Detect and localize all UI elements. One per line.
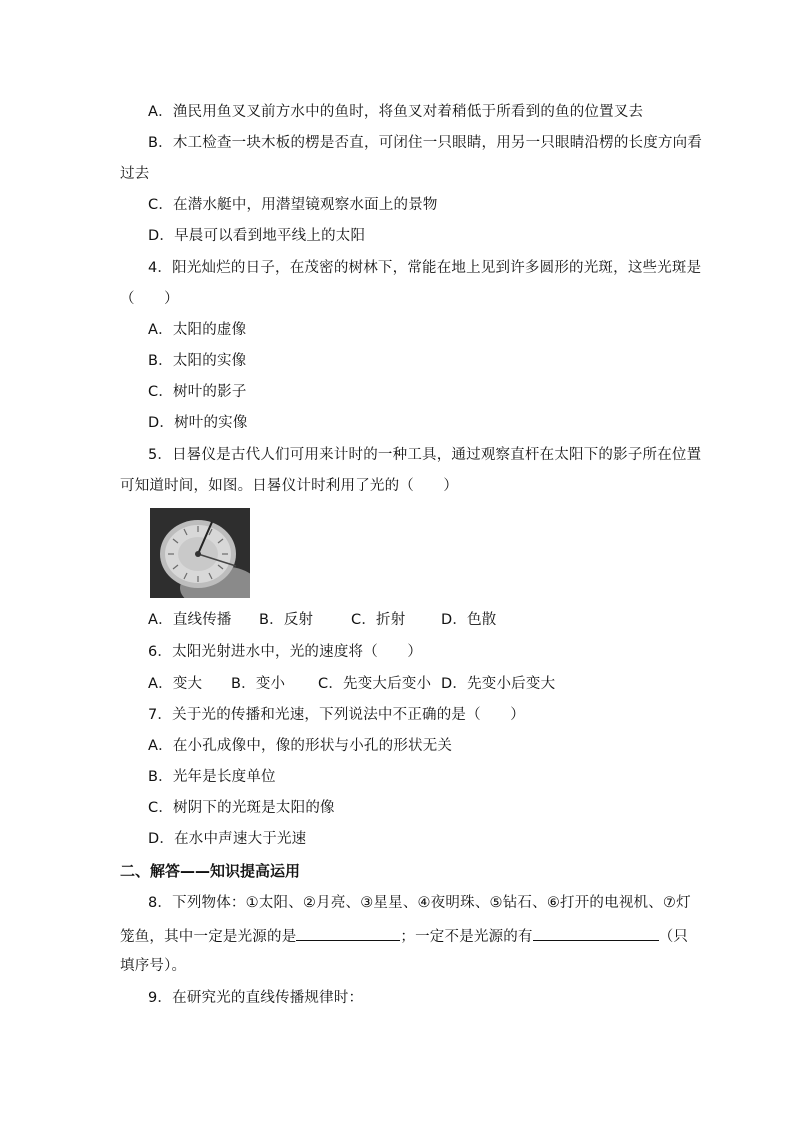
q4-option-a: A．太阳的虚像: [148, 322, 247, 338]
q8-answer-blank-light-sources[interactable]: [296, 925, 400, 941]
q6-stem: 6．太阳光射进水中，光的速度将（ ）: [148, 644, 423, 660]
q3-option-c: C．在潜水艇中，用潜望镜观察水面上的景物: [148, 197, 438, 213]
q6-option-b: B．变小: [231, 676, 286, 692]
section-heading: 二、解答——知识提高运用: [120, 862, 301, 880]
q9-stem: 9．在研究光的直线传播规律时：: [148, 990, 364, 1006]
q7-stem: 7．关于光的传播和光速，下列说法中不正确的是（ ）: [148, 707, 525, 723]
q8-text-part1: 笼鱼，其中一定是光源的是: [120, 929, 297, 945]
q3-option-a: A．渔民用鱼叉叉前方水中的鱼时，将鱼叉对着稍低于所看到的鱼的位置叉去: [148, 104, 644, 120]
q8-answer-blank-non-light-sources[interactable]: [533, 925, 659, 941]
q8-stem-continued: [120, 925, 688, 947]
q6-option-d: D．先变小后变大: [441, 676, 556, 692]
q5-option-a: A．直线传播: [148, 612, 232, 628]
q7-option-c: C．树阴下的光斑是太阳的像: [148, 800, 335, 816]
sundial-illustration: [150, 508, 250, 598]
q6-options-row: [148, 674, 708, 694]
q8-stem: 8．下列物体：①太阳、②月亮、③星星、④夜明珠、⑤钻石、⑥打开的电视机、⑦灯: [148, 895, 691, 911]
q4-option-d: D．树叶的实像: [148, 415, 248, 431]
q5-stem-continued: 可知道时间，如图。日晷仪计时利用了光的（ ）: [120, 478, 459, 494]
q5-option-b: B．反射: [259, 612, 314, 628]
q3-option-b-continued: 过去: [120, 166, 150, 182]
q5-options-row: [148, 610, 708, 630]
q4-stem: 4．阳光灿烂的日子，在茂密的树林下，常能在地上见到许多圆形的光斑，这些光斑是: [148, 260, 702, 276]
q6-option-a: A．变大: [148, 676, 203, 692]
q8-text-part2: ；一定不是光源的有: [400, 929, 533, 945]
q8-text-part3: （只: [658, 929, 689, 945]
q5-option-d: D．色散: [441, 612, 497, 628]
q5-option-c: C．折射: [351, 612, 406, 628]
q5-stem: 5．日晷仪是古代人们可用来计时的一种工具，通过观察直杆在太阳下的影子所在位置: [148, 447, 702, 463]
q4-option-b: B．太阳的实像: [148, 353, 247, 369]
q4-option-c: C．树叶的影子: [148, 384, 247, 400]
q7-option-a: A．在小孔成像中，像的形状与小孔的形状无关: [148, 738, 453, 754]
q7-option-b: B．光年是长度单位: [148, 769, 276, 785]
q6-option-c: C．先变大后变小: [318, 676, 432, 692]
sundial-photo: [150, 508, 250, 598]
q4-stem-bracket: （ ）: [120, 291, 179, 307]
q3-option-b: B．木工检查一块木板的楞是否直，可闭住一只眼睛，用另一只眼睛沿楞的长度方向看: [148, 135, 703, 151]
q7-option-d: D．在水中声速大于光速: [148, 831, 307, 847]
q3-option-d: D．早晨可以看到地平线上的太阳: [148, 228, 366, 244]
q8-stem-end: 填序号）。: [120, 958, 187, 974]
